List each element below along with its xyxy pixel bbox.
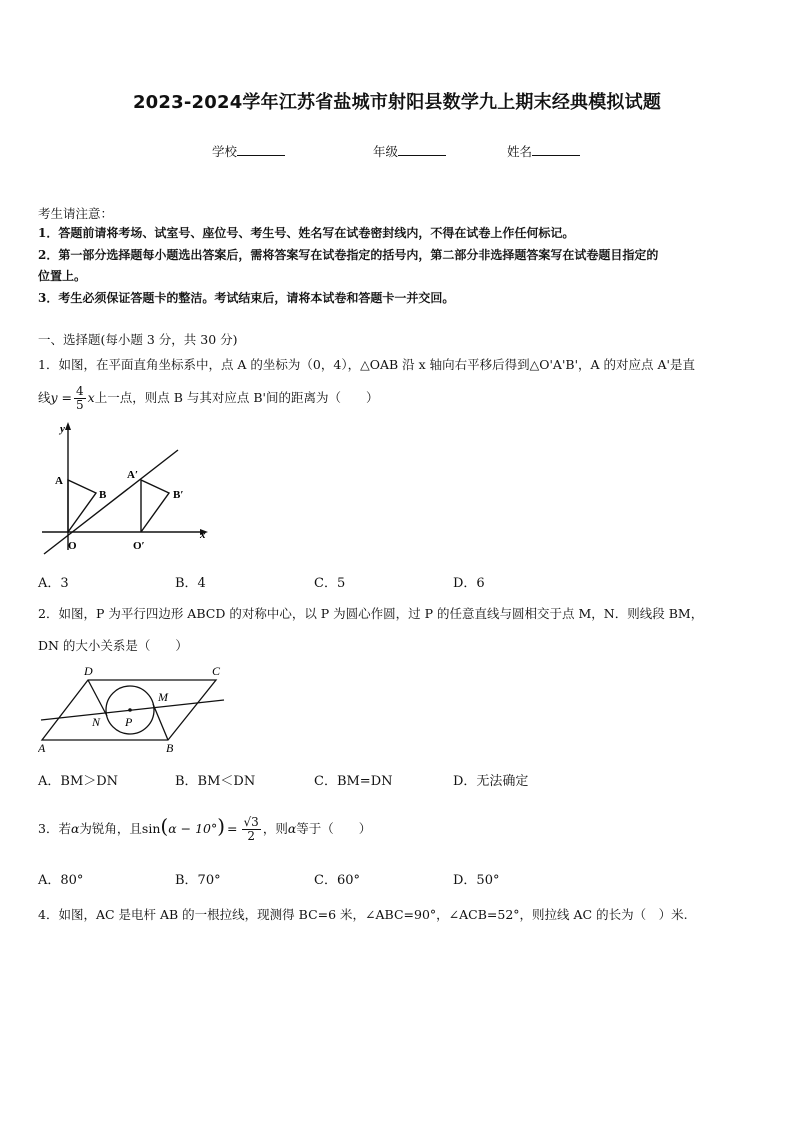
q3-eq: = [227, 821, 238, 836]
q1-eq-lhs: y = [50, 390, 73, 405]
q1-figure [38, 420, 218, 560]
section-heading: 一、选择题(每小题 3 分，共 30 分) [38, 332, 238, 347]
q1-label-O-prime: O′ [133, 540, 145, 552]
q1-frac-num: 4 [76, 384, 84, 398]
q3-paren-close: ) [217, 814, 226, 838]
q1-option-b: B．4 [175, 576, 206, 591]
q1-text-line2 [38, 381, 378, 415]
q3-pre: 3．若 [38, 821, 71, 836]
q2-option-a: A．BM＞DN [38, 774, 119, 789]
q1-label-B: B [99, 489, 107, 501]
q3-frac-num: √3 [243, 815, 259, 829]
q2-label-B: B [166, 741, 174, 755]
grade-label: 年级 [373, 144, 399, 159]
q2-label-N: N [92, 715, 101, 729]
q2-label-P: P [125, 715, 133, 729]
name-label: 姓名 [507, 144, 533, 159]
name-field [507, 142, 580, 160]
q1-fraction [74, 385, 86, 412]
notice-item-2: 2．第一部分选择题每小题选出答案后，需将答案写在试卷指定的括号内，第二部分非选择题答案写在试卷题目指定的 [38, 248, 659, 262]
q3-post2: 等于（ ） [296, 821, 372, 836]
notice-item-2-cont: 位置上。 [38, 269, 87, 283]
notice-item-1: 1．答题前请将考场、试室号、座位号、考生号、姓名写在试卷密封线内，不得在试卷上作任何标记。 [38, 226, 575, 240]
q2-text-line1: 2．如图，P 为平行四边形 ABCD 的对称中心，以 P 为圆心作圆，过 P 的任意直线与圆相交于点 M，N．则线段 BM， [38, 606, 704, 621]
q3-text [38, 806, 371, 846]
q3-mid: 为锐角，且 [79, 821, 142, 836]
q1-label-B-prime: B′ [173, 489, 184, 501]
q1-text-line1: 1．如图，在平面直角坐标系中，点 A 的坐标为（0，4），△OAB 沿 x 轴向右平移后得到△O'A'B'，A 的对应点 A'是直 [38, 357, 695, 372]
grade-blank [398, 142, 446, 156]
q3-fraction [242, 816, 261, 843]
school-label: 学校 [212, 144, 238, 159]
q1-line [44, 450, 178, 554]
notice-item-3: 3．考生必须保证答题卡的整洁。考试结束后，请将本试卷和答题卡一并交回。 [38, 291, 455, 305]
q2-text-line2: DN 的大小关系是（ ） [38, 638, 188, 653]
q1-label-A: A [55, 475, 63, 487]
q2-center-point [128, 708, 132, 712]
q2-label-C: C [212, 664, 221, 678]
page-title: 2023-2024学年江苏省盐城市射阳县数学九上期末经典模拟试题 [132, 92, 662, 113]
notice-heading: 考生请注意： [38, 206, 114, 221]
q1-label-y: y [60, 423, 65, 435]
name-blank [532, 142, 580, 156]
q3-post: ，则 [262, 821, 288, 836]
q2-label-A: A [38, 741, 46, 755]
q1-frac-den: 5 [76, 398, 84, 412]
q2-option-b: B．BM＜DN [175, 774, 256, 789]
school-blank [237, 142, 285, 156]
q1-line2-post: 上一点，则点 B 与其对应点 B'间的距离为（ ） [94, 390, 379, 405]
q1-line2-pre: 线 [38, 390, 51, 405]
q2-segment-dn [88, 680, 107, 716]
q3-inner: α − 10° [168, 821, 218, 836]
q1-label-O: O [68, 540, 77, 552]
q2-segment-bm [153, 704, 168, 740]
q4-text: 4．如图，AC 是电杆 AB 的一根拉线，现测得 BC=6 米，∠ABC=90°，∠ACB=52°，则拉线 AC 的长为（ ）米. [38, 907, 688, 922]
q1-y-arrow [65, 422, 71, 430]
q3-option-d: D．50° [453, 873, 500, 888]
q3-alpha-2: α [287, 821, 297, 836]
q1-label-A-prime: A′ [127, 469, 139, 481]
q1-eq-var: x [87, 390, 95, 405]
q3-paren-open: ( [160, 814, 169, 838]
q2-label-M: M [158, 690, 168, 704]
school-field [212, 142, 285, 160]
q1-label-x: x [200, 529, 206, 541]
q2-label-D: D [84, 664, 93, 678]
q2-option-c: C．BM=DN [314, 774, 393, 789]
q1-option-c: C．5 [314, 576, 346, 591]
q3-option-c: C．60° [314, 873, 360, 888]
q3-option-a: A．80° [38, 873, 84, 888]
q1-option-d: D．6 [453, 576, 485, 591]
grade-field [373, 142, 446, 160]
q2-option-d: D．无法确定 [453, 774, 529, 789]
q1-triangle-o2a2b2 [141, 480, 169, 532]
q3-alpha: α [70, 821, 80, 836]
q3-sin: sin [141, 821, 161, 836]
q3-option-b: B．70° [175, 873, 221, 888]
q1-option-a: A．3 [38, 576, 69, 591]
q2-line-mn [41, 700, 224, 720]
q2-figure [38, 662, 230, 758]
q3-frac-den: 2 [247, 829, 255, 843]
